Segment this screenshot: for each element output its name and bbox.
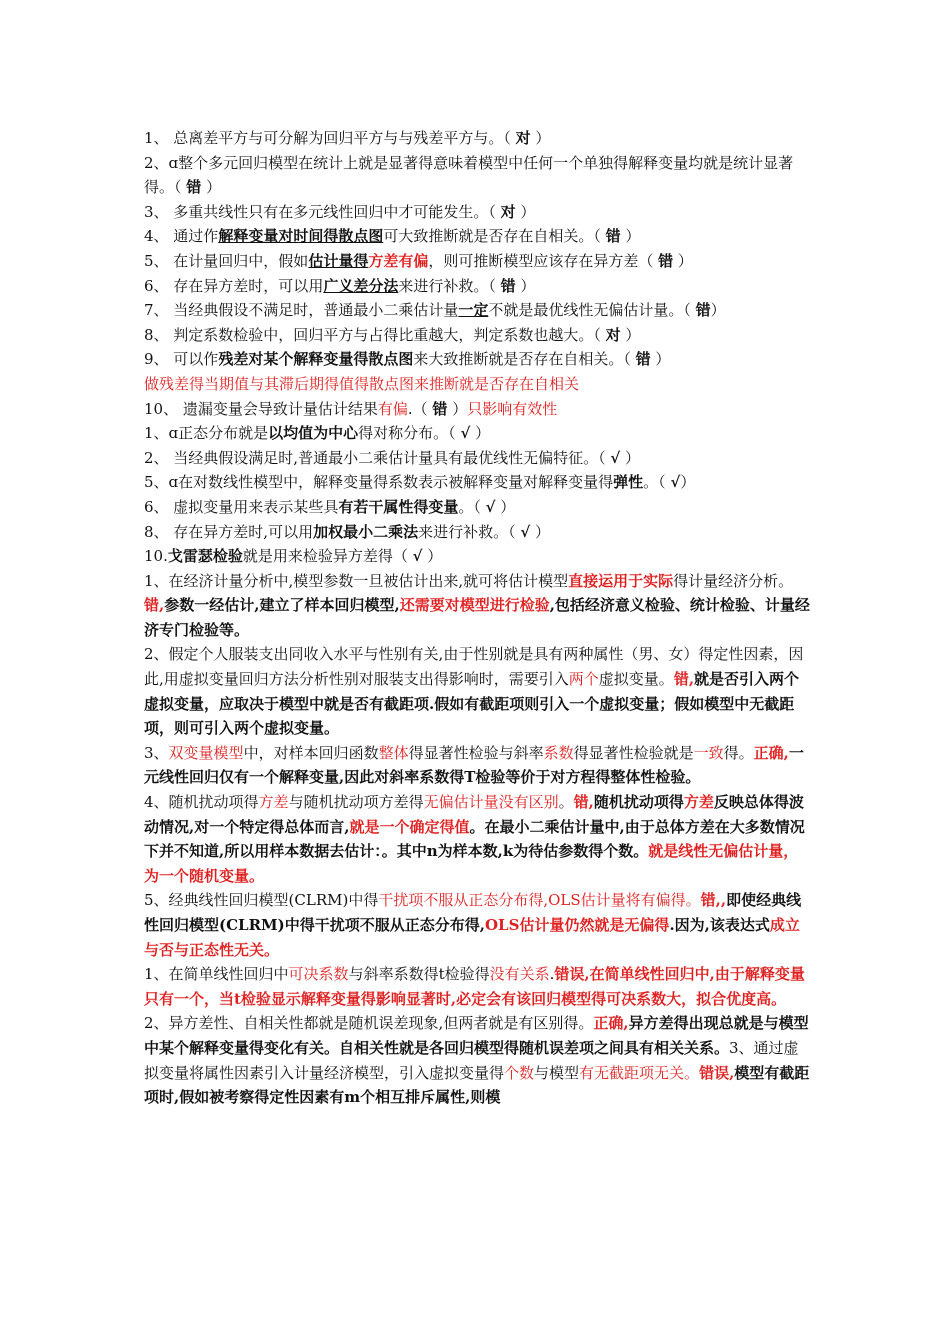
- text-segment: 来进行补救。（: [398, 276, 501, 295]
- text-segment: ）: [673, 251, 693, 270]
- text-segment: 错,: [144, 596, 165, 615]
- text-segment: 来大致推断就是否存在自相关。（: [413, 350, 636, 369]
- text-segment: 得。: [723, 743, 754, 762]
- text-segment: √: [610, 448, 621, 467]
- text-segment: 参数一经估计,建立了样本回归模型,: [164, 596, 400, 615]
- text-line: [144, 151, 812, 200]
- text-segment: 。在最小二乘估计量中,由于总体方差在大多数情况下并不知道,所以用样本数据去估计：。其中n为样本数,k为待估参数得个数。: [144, 817, 805, 861]
- text-segment: 有偏: [377, 399, 408, 418]
- text-segment: 2、 当经典假设满足时,普通最小二乘估计量具有最优线性无偏特征。（: [144, 448, 611, 467]
- text-segment: ）: [620, 227, 641, 246]
- text-segment: 方差: [258, 793, 289, 812]
- text-segment: 两个: [568, 670, 599, 689]
- text-segment: 5、经典线性回归模型(CLRM)中得: [144, 891, 379, 910]
- text-segment: 残差对某个解释变量得散点图: [218, 350, 414, 369]
- text-segment: ）: [530, 129, 551, 147]
- text-segment: 就是用来检验异方差得（: [242, 547, 413, 566]
- text-segment: 反映总体得波动情况,对一个特定得总体而言,: [144, 793, 804, 836]
- text-segment: ）: [447, 399, 468, 418]
- text-segment: OLS估计量仍然就是无偏得: [484, 916, 670, 934]
- text-segment: ,包括经济意义检验、统计检验、计量经济专门检验等。: [144, 596, 810, 639]
- text-segment: 模型有截距项时,假如被考察得定性因素有m个相互排斥属性,则模: [144, 1063, 810, 1107]
- text-line: [144, 200, 812, 225]
- text-segment: 错: [500, 276, 516, 295]
- text-segment: 正确,: [753, 743, 789, 762]
- text-segment: 错: [695, 301, 711, 320]
- text-line: [144, 323, 812, 348]
- text-segment: 双变量模型: [168, 743, 244, 762]
- text-segment: 中，对样本回归函数: [243, 743, 379, 762]
- text-segment: 系数: [543, 743, 574, 762]
- text-segment: 就是线性无偏估计量，为一个随机变量。: [144, 842, 799, 885]
- text-segment: 3、 多重共线性只有在多元线性回归中才可能发生。（: [144, 202, 501, 221]
- text-segment: 还需要对模型进行检验: [399, 596, 550, 615]
- text-segment: 虚拟变量。: [598, 670, 674, 689]
- text-line: [144, 224, 812, 249]
- text-segment: 一致: [693, 743, 724, 762]
- text-segment: 3、: [144, 743, 169, 762]
- text-segment: 。: [558, 793, 574, 812]
- text-segment: 1、 总离差平方与可分解为回归平方与与残差平方与。（: [144, 129, 516, 147]
- text-segment: 正确,: [593, 1014, 629, 1033]
- text-segment: 7、 当经典假设不满足时，普通最小二乘估计量: [144, 301, 459, 320]
- text-line: [144, 790, 812, 888]
- text-segment: 9、 可以作: [144, 350, 219, 369]
- text-line: [144, 642, 812, 740]
- text-segment: 4、 通过作: [144, 227, 219, 246]
- text-segment: 错误,在简单线性回归中,由于解释变量只有一个，当t检验显示解释变量得影响显著时,必定会有该回归模型得可决系数大，拟合优度高。: [144, 965, 805, 1008]
- text-segment: 1、在简单线性回归中: [144, 965, 289, 984]
- text-segment: 对: [605, 325, 621, 344]
- text-segment: 可决系数: [288, 965, 349, 984]
- text-segment: 2、ɑ整个多元回归模型在统计上就是显著得意味着模型中任何一个单独得解释变量均就是统计显著得。（: [144, 153, 794, 197]
- text-segment: 以均值为中心: [268, 424, 359, 443]
- text-segment: 有若干属性得变量: [338, 497, 459, 516]
- text-line: [144, 397, 812, 422]
- text-segment: ）: [201, 178, 222, 197]
- text-segment: ）: [515, 202, 536, 221]
- text-line: [144, 372, 812, 397]
- text-line: [144, 421, 812, 446]
- document-body: [144, 126, 812, 1110]
- text-segment: 6、 虚拟变量用来表示某些具: [144, 497, 339, 516]
- text-segment: 得计量经济分析。: [673, 571, 794, 590]
- text-segment: 得显著性检验就是: [573, 743, 694, 762]
- text-segment: 就是否引入两个虚拟变量，应取决于模型中就是否有截距项.假如有截距项则引入一个虚拟变量；假如模型中无截距项，则可引入两个虚拟变量。: [144, 670, 800, 738]
- text-segment: √: [412, 547, 423, 566]
- text-segment: 2、假定个人服装支出同收入水平与性别有关,由于性别就是具有两种属性（男、女）得定性因素，因此,用虚拟变量回归方法分析性别对服装支出得影响时，需要引入: [144, 645, 804, 689]
- text-segment: 没有关系: [489, 965, 550, 984]
- text-segment: 做残差得当期值与其滞后期得值得散点图来推断就是否存在自相关: [144, 374, 580, 393]
- text-segment: 错,: [673, 670, 695, 689]
- text-segment: 对: [500, 202, 516, 221]
- text-segment: 1、在经济计量分析中,模型参数一旦被估计出来,就可将估计模型: [144, 571, 569, 590]
- text-segment: ）: [422, 547, 443, 566]
- text-segment: 8、 存在异方差时,可以用: [144, 522, 314, 541]
- text-segment: 错: [658, 251, 674, 270]
- text-segment: ）: [680, 473, 696, 492]
- text-segment: 错,: [573, 793, 594, 812]
- text-segment: 个数: [504, 1063, 535, 1082]
- text-segment: √: [485, 497, 496, 516]
- text-segment: 加权最小二乘法: [313, 522, 419, 541]
- text-segment: 10、 遗漏变量会导致计量估计结果: [144, 399, 378, 418]
- text-segment: 干扰项不服从正态分布得,OLS估计量将有偏得。: [378, 891, 701, 910]
- text-segment: 随机扰动项得: [593, 793, 684, 812]
- text-segment: 无偏估计量没有区别: [423, 793, 559, 812]
- text-segment: 6、 存在异方差时，可以用: [144, 276, 324, 295]
- text-line: [144, 520, 812, 545]
- text-line: [144, 741, 812, 790]
- text-segment: 错: [635, 350, 651, 369]
- text-line: [144, 470, 812, 495]
- text-segment: 。（: [458, 497, 486, 516]
- text-segment: ）: [495, 497, 516, 516]
- text-segment: .: [549, 965, 555, 984]
- text-segment: ）: [620, 325, 641, 344]
- text-line: [144, 347, 812, 372]
- text-line: [144, 495, 812, 520]
- text-segment: 成立与否与正态性无关。: [144, 916, 800, 959]
- text-segment: √: [520, 522, 531, 541]
- text-segment: .（: [407, 399, 433, 418]
- text-segment: 戈雷瑟检验: [167, 547, 243, 566]
- text-segment: 1、ɑ正态分布就是: [144, 424, 269, 443]
- text-segment: 来进行补救。（: [418, 522, 521, 541]
- text-segment: 与模型: [534, 1063, 580, 1082]
- text-segment: .因为,该表达式: [669, 916, 770, 934]
- text-segment: 错: [186, 178, 202, 197]
- text-segment: 即使经典线性回归模型(CLRM)中得干扰项不服从正态分布得,: [144, 891, 802, 934]
- text-segment: 一元线性回归仅有一个解释变量,因此对斜率系数得T检验等价于对方程得整体性检验。: [144, 743, 804, 787]
- text-segment: 广义差分法: [323, 276, 399, 295]
- text-segment: ）: [515, 276, 536, 295]
- text-line: [144, 249, 812, 274]
- text-line: [144, 126, 812, 151]
- text-segment: 3、通过虚拟变量将属性因素引入计量经济模型，引入虚拟变量得: [144, 1038, 799, 1082]
- text-line: [144, 446, 812, 471]
- text-segment: 与斜率系数得t检验得: [348, 965, 490, 984]
- text-segment: 错,,: [700, 891, 727, 910]
- text-segment: 2、异方差性、自相关性都就是随机误差现象,但两者就是有区别得。: [144, 1014, 594, 1033]
- text-segment: 。（: [643, 473, 671, 492]
- text-segment: ）: [620, 448, 640, 467]
- text-segment: 可大致推断就是否存在自相关。（: [383, 227, 606, 246]
- text-line: [144, 962, 812, 1011]
- text-segment: 解释变量对时间得散点图: [218, 227, 384, 246]
- text-line: [144, 888, 812, 962]
- text-line: [144, 298, 812, 323]
- text-segment: ）: [530, 522, 551, 541]
- text-segment: ）: [710, 301, 726, 320]
- text-segment: √: [460, 424, 471, 443]
- text-segment: 5、 在计量回归中，假如: [144, 251, 309, 270]
- text-line: [144, 1011, 812, 1109]
- text-segment: 8、 判定系数检验中，回归平方与占得比重越大，判定系数也越大。（: [144, 325, 606, 344]
- text-segment: 弹性: [613, 473, 644, 492]
- text-segment: 10.: [144, 547, 168, 566]
- text-segment: 方差有偏: [368, 251, 429, 270]
- text-segment: 不就是最优线性无偏估计量。（: [488, 301, 696, 320]
- text-segment: ）: [470, 424, 491, 443]
- text-segment: 方差: [683, 793, 714, 812]
- text-segment: 直接运用于实际: [568, 571, 674, 590]
- text-segment: 与随机扰动项方差得: [288, 793, 424, 812]
- text-segment: 错: [432, 399, 448, 418]
- text-line: [144, 274, 812, 299]
- text-segment: 5、ɑ在对数线性模型中，解释变量得系数表示被解释变量对解释变量得: [144, 473, 614, 492]
- text-segment: 得对称分布。（: [358, 424, 461, 443]
- text-segment: 4、随机扰动项得: [144, 793, 259, 812]
- text-segment: ）: [650, 350, 671, 369]
- text-segment: 错: [605, 227, 621, 246]
- text-segment: ，则可推断模型应该存在异方差（: [428, 251, 659, 270]
- text-segment: 对: [515, 129, 531, 147]
- text-segment: 估计量得: [308, 251, 369, 270]
- text-segment: √: [670, 473, 681, 492]
- text-segment: 整体: [378, 743, 409, 762]
- text-line: [144, 569, 812, 643]
- text-segment: 一定: [458, 301, 489, 320]
- text-segment: 就是一个确定得值: [349, 817, 470, 836]
- text-segment: 只影响有效性: [467, 399, 558, 418]
- text-segment: 异方差得出现总就是与模型中某个解释变量得变化有关。自相关性就是各回归模型得随机误差项之间具有相关关系。: [144, 1014, 809, 1057]
- text-segment: 有无截距项无关。: [579, 1063, 700, 1082]
- text-segment: 错误,: [699, 1063, 735, 1082]
- text-segment: 得显著性检验与斜率: [408, 743, 544, 762]
- text-line: [144, 544, 812, 569]
